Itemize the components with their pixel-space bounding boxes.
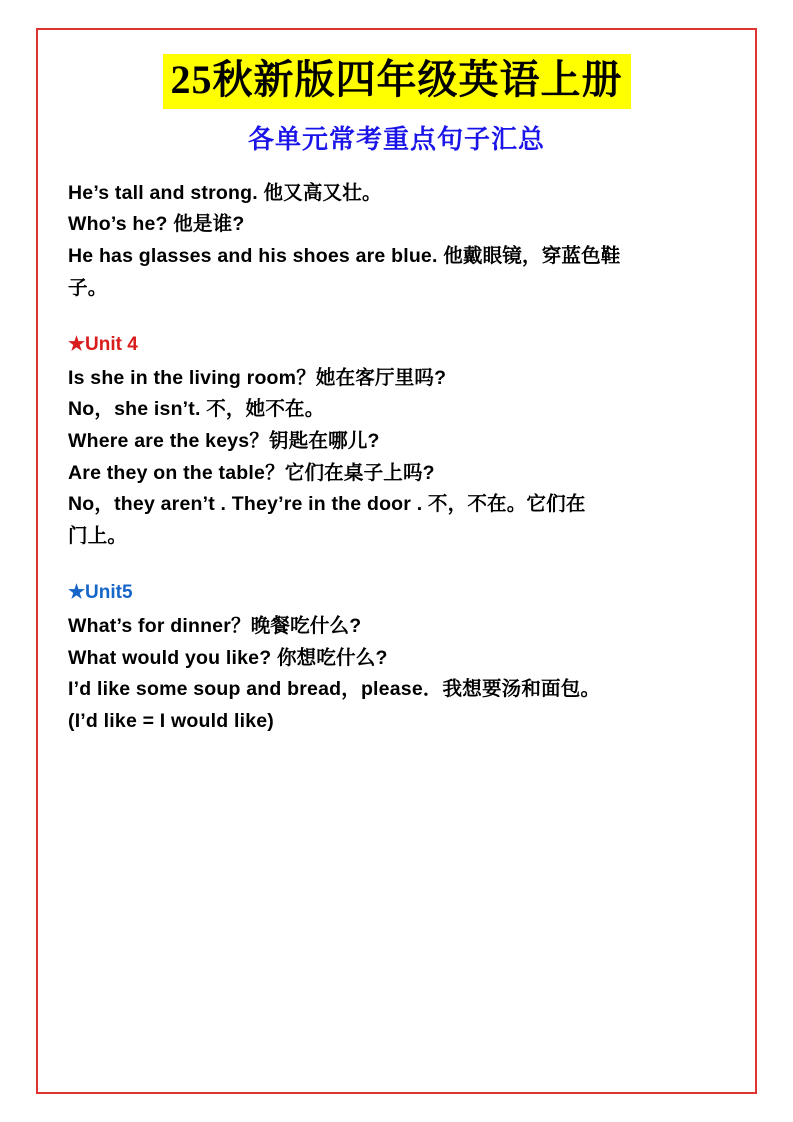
text-line: (I’d like = I would like) [68,709,274,732]
section-unit-4 [68,330,725,552]
text-line: Where are the keys？钥匙在哪儿? [68,430,380,453]
page-subtitle: 各单元常考重点句子汇总 [247,124,545,154]
page-title: 25秋新版四年级英语上册 [163,54,631,109]
text-line: 子。 [68,276,108,299]
intro-block [68,178,725,304]
title-block [68,54,725,109]
text-line: 门上。 [68,524,128,547]
text-line: He has glasses and his shoes are blue. 他戴眼镜，穿蓝色鞋 [68,244,621,267]
document-content [68,54,725,737]
text-line: Are they on the table？它们在桌子上吗? [68,461,435,484]
text-line: He’s tall and strong. 他又高又壮。 [68,181,382,204]
text-line: No，they aren’t . They’re in the door . 不，不在。它们在 [68,493,586,516]
section-heading: ★Unit 4 [68,334,138,356]
text-line: No，she isn’t. 不，她不在。 [68,398,325,421]
text-line: What would you like? 你想吃什么? [68,646,388,669]
section-unit-5 [68,578,725,737]
text-line: Who’s he? 他是谁? [68,213,245,236]
section-heading: ★Unit5 [68,582,133,604]
text-line: I’d like some soup and bread，please．我想要汤和面包。 [68,678,601,701]
text-line: What’s for dinner？晚餐吃什么? [68,615,362,638]
text-line: Is she in the living room？她在客厅里吗? [68,366,447,389]
